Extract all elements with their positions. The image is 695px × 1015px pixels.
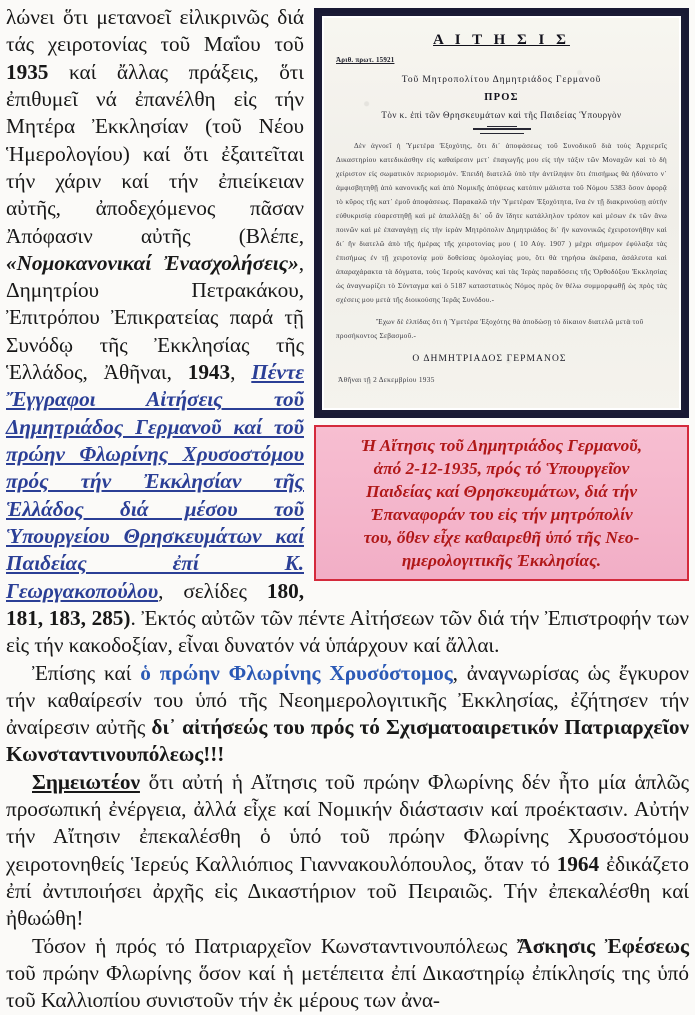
caption-line-2: ἀπό 2-12-1935, πρός τό Ὑπουργεῖον bbox=[373, 459, 630, 478]
p3-note-marker: Σημειωτέον bbox=[32, 769, 140, 794]
scanned-doc-sender-line: Τοῦ Μητροπολίτου Δημητριάδος Γερμανοῦ bbox=[401, 75, 602, 85]
figure-stack bbox=[314, 8, 689, 581]
p4-text-2: τοῦ πρώην Φλωρίνης ὅσον καί ἡ μετέπειτα ἐπί Δικαστηρίῳ ἐπίκλησίς της ὑπό τοῦ Καλλιοπίου συνιστοῦν τήν ἐκ μέρους των ἀνα- bbox=[6, 960, 689, 1013]
scanned-doc-body-paragraph-2: Ἔχων δὲ ἐλπίδας ὅτι ἡ Ὑμετέρα Ἐξοχότης θὰ ἀποδώσῃ τὸ δίκαιον διατελῶ μετὰ τοῦ προσήκοντος Σεβασμοῦ.- bbox=[336, 317, 644, 340]
paragraph-3 bbox=[6, 769, 689, 933]
caption-text bbox=[322, 434, 681, 572]
caption-line-1: Ἡ Αἴτησις τοῦ Δημητριάδος Γερμανοῦ, bbox=[360, 436, 643, 455]
scanned-document-image bbox=[314, 8, 689, 418]
scanned-doc-divider-ornament bbox=[473, 128, 531, 130]
scanned-doc-place-date: Ἀθῆναι τῇ 2 Δεκεμβρίου 1935 bbox=[338, 375, 435, 384]
scanned-doc-recipient-line: Τὸν κ. ἐπὶ τῶν Θρησκευμάτων καὶ τῆς Παιδείας Ὑπουργὸν bbox=[381, 110, 622, 120]
p3-year-1964: 1964 bbox=[556, 851, 600, 876]
p1-page-numbers: 180, 181, 183, 285) bbox=[6, 578, 304, 630]
caption-line-5: του, ὅθεν εἶχε καθαιρεθῆ ὑπό τῆς Νεο- bbox=[363, 528, 640, 547]
p1-text-1: λώνει ὅτι μετανοεῖ εἰλικρινῶς διά τάς χειροτονίας τοῦ Μαΐου τοῦ bbox=[6, 5, 304, 57]
p2-text-1: Ἐπίσης καί bbox=[32, 660, 141, 685]
p2-text-2: , ἀναγνωρίσας ὡς ἔγκυρον τήν καθαίρεσίν του ὑπό τῆς Νεοημερολογιτικῆς Ἐκκλησίας, ἐζήτησεν τήν ἀναίρεσιν αὐτῆς bbox=[6, 660, 689, 740]
caption-line-4: Ἐπαναφοράν του εἰς τήν μητρόπολίν bbox=[370, 505, 633, 524]
p1-reference-link[interactable]: Πέντε Ἔγγραφοι Αἰτήσεις τοῦ Δημητριάδος Γερμανοῦ καί τοῦ πρώην Φλωρίνης Χρυσοστόμου πρός τήν Ἐκκλησίαν τῆς Ἑλλάδος διά μέσου τοῦ Ὑπουργείου Θρησκευμάτων καί Παιδείας ἐπί Κ. Γεωργακοπούλου bbox=[6, 360, 304, 603]
p3-text-2: ἐδικάζετο ἐπί ἀντιποιήσει ἀρχῆς εἰς Δικαστήριον τοῦ Πειραιῶς. Τήν ἐπεκαλέσθη καί ἠθωώθη! bbox=[6, 851, 690, 931]
p1-text-6: . Ἐκτός αὐτῶν τῶν πέντε Αἰτήσεων τῶν διά τήν Ἐπιστροφήν των εἰς τήν κακοδοξίαν, εἶναι δυνατόν νά ὑπάρχουν καί ἄλλαι. bbox=[6, 605, 689, 658]
caption-box bbox=[314, 425, 689, 581]
p4-bold-phrase: Ἄσκησις Ἐφέσεως bbox=[516, 933, 689, 958]
p2-bold-phrase: δι᾽ αἰτήσεώς του πρός τό Σχισματοαιρετικόν Πατριαρχεῖον Κωνσταντινουπόλεως!!! bbox=[6, 715, 689, 767]
p1-text-2: καί ἄλλας πράξεις, ὅτι ἐπιθυμεῖ νά ἐπανέλθη εἰς τήν Μητέρα Ἐκκλησίαν (τοῦ Νέου Ἡμερολογίου) καί ὅτι ἐξαιτεῖται τήν χάριν καί τήν ἐπιείκειαν αὐτῆς, ἀποδεχόμενος πᾶσαν Ἀπόφασιν αὐτῆς (Βλέπε, bbox=[6, 59, 304, 248]
p1-text-5: , σελίδες bbox=[158, 578, 267, 603]
scanned-doc-body-paragraph-1: Δὲν ἀγνοεῖ ἡ Ὑμετέρα Ἐξοχότης, ὅτι δι᾽ ἀποφάσεως τοῦ Συνοδικοῦ διὰ τοὺς Ἀρχιερεῖς Δικαστηρίου κατεδικάσθην εἰς καθαίρεσιν μετ᾽ ἐπαγωγῆς μου εἰς τὴν τάξιν τῶν Μοναχῶν καὶ τὸ δὴ χείριστον εἰς σωματικὸν περιορισμόν. Ἐπειδὴ διατελῶ ὑπὸ τὴν ἀντίληψιν ὅτι ἐπισήμως θὰ ἠδύνατο ν᾽ ἀμφισβητηθῇ ἀπὸ κανονικῆς καὶ ἀπὸ Νομικῆς ἀπόψεως κατόπιν μάλιστα τοῦ Νόμου 5383 ὅσον ἀφορᾷ τὸ κῦρος τῆς κατ᾽ ἐμοῦ ἀποφάσεως. Παρακαλῶ τὴν Ὑμετέραν Ἐξοχότητα, ἵνα ἐν τῇ διακρινούσῃ αὐτὴν εὐθυκρισίᾳ εὐαρεστηθῇ καὶ μὲ ἀπαλλάξῃ δι᾽ οὗ ἄν ἴδητε κατάλληλον τρόπον καὶ μέσων ἐκ τῶν ἄνω ποινῶν καὶ μὲ ἐπαναγάγῃ εἰς τὴν ἱερὰν Μητρόπολιν Δημητριάδος δι᾽ ἣν κανονικῶς ἐχειροτονήθην καὶ δι᾽ ἣν διατελῶ ἀπὸ τῆς ἡμέρας τῆς χειροτονίας μου ( 10 Αὐγ. 1907 ) μέχρι σήμερον ἐφύλαξα τὰς ἐπισήμως ἐν τῇ χειροτονίᾳ μου δοθείσας ὁμολογίας μου, ὅτι θὰ τηρήσω ἀκέραια, ἀσάλευτα καὶ ἀπαραχάρακτα τὰ δόγματα, τοὺς Ἱεροὺς κανόνας καὶ τὰς Ἱερὰς παραδόσεις τῆς Ὀρθοδόξου Ἐκκλησίας ὡς ἀναγνωρίζει τὸ Σύνταγμα καὶ ὁ 5187 καταστατικὸς Νόμος πρὸς ὃν θέλω συμμορφωθῇ ὡς πρὸς τὰς σχέσεις μου μετὰ τῆς διοικούσης Ἱερᾶς Συνόδου.- bbox=[336, 141, 667, 304]
p1-text-4: , bbox=[230, 360, 252, 385]
p4-text-1: Τόσον ἡ πρός τό Πατριαρχεῖον Κωνσταντινουπόλεως bbox=[32, 933, 517, 958]
p1-book-title: «Νομοκανονικαί Ἐνασχολήσεις» bbox=[6, 250, 299, 275]
scanned-doc-to-label: ΠΡΟΣ bbox=[484, 92, 519, 103]
caption-line-3: Παιδείας καί Θρησκευμάτων, διά τήν bbox=[366, 482, 637, 501]
p1-year-1935: 1935 bbox=[6, 59, 49, 84]
scanned-doc-title: Α Ι Τ Η Σ Ι Σ bbox=[433, 32, 570, 48]
caption-line-6: ημερολογιτικῆς Ἐκκλησίας. bbox=[401, 551, 602, 570]
p2-highlight-name: ὁ πρώην Φλωρίνης Χρυσόστομος bbox=[140, 660, 453, 685]
p3-text-1: ὅτι αὐτή ἡ Αἴτησις τοῦ πρώην Φλωρίνης δέν ἦτο μία ἁπλῶς προσωπική ἐνέργεια, ἀλλά εἶχε καί Νομικήν διάστασιν καί προέκτασιν. Αὐτήν τήν Αἴτησιν ἐπεκαλέσθη ὁ ὑπό τοῦ πρώην Φλωρίνης Χρυσοστόμου χειροτονηθείς Ἱερεύς Καλλιόπιος Γιαννακουλόπουλος, ὅταν τό bbox=[6, 769, 689, 876]
p1-year-1943: 1943 bbox=[187, 360, 231, 385]
scanned-document-inner bbox=[322, 16, 681, 410]
p1-text-3: , Δημητρίου Πετρακάκου, Ἐπιτρόπου Ἐπικρατείας παρά τῇ Συνόδῳ τῆς Ἐκκλησίας τῆς Ἑλλάδος, Ἀθῆναι, bbox=[6, 250, 304, 385]
paragraph-2 bbox=[6, 660, 689, 769]
scanned-doc-signature: Ο ΔΗΜΗΤΡΙΑΔΟΣ ΓΕΡΜΑΝΟΣ bbox=[412, 354, 567, 364]
scanned-doc-registration-number: Ἀριθ. πρωτ. 15921 bbox=[336, 56, 395, 64]
